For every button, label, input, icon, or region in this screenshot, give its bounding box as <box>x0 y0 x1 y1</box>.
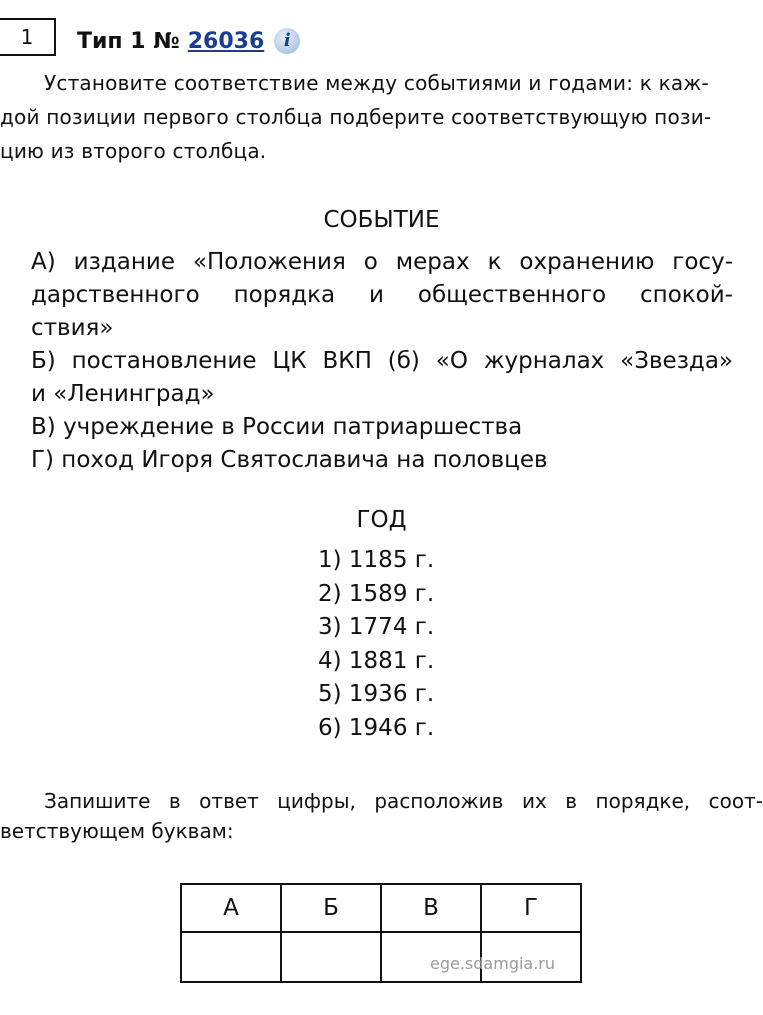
answer-cell-a[interactable] <box>181 932 281 982</box>
info-icon[interactable]: i <box>274 28 300 54</box>
answer-instructions <box>0 786 763 846</box>
event-line: и «Ленинград» <box>31 381 215 407</box>
answer-letter-b: Б <box>281 884 381 932</box>
year-item: 1) 1185 г. <box>318 547 435 573</box>
answer-letter-g: Г <box>481 884 581 932</box>
year-item: 2) 1589 г. <box>318 580 435 607</box>
answer-instructions-line-2: ветствующем буквам: <box>0 819 234 843</box>
year-item: 4) 1881 г. <box>318 647 435 674</box>
years-heading: ГОД <box>356 507 407 533</box>
event-line: ствия» <box>31 315 114 341</box>
year-item: 3) 1774 г. <box>318 614 435 641</box>
event-line: А) издание «Положения о мерах к охранению госу- <box>31 249 733 275</box>
answer-instructions-line-1: Запишите в ответ цифры, расположив их в порядке, соот- <box>44 789 763 813</box>
task-number-box: 1 <box>0 18 56 56</box>
event-line: дарственного порядка и общественного спокой- <box>31 282 733 308</box>
task-id-link[interactable]: 26036 <box>187 28 265 54</box>
answer-cell-b[interactable] <box>281 932 381 982</box>
event-line: Г) поход Игоря Святославича на половцев <box>31 447 548 473</box>
event-line: В) учреждение в России патриаршества <box>31 414 523 440</box>
answer-letter-a: А <box>181 884 281 932</box>
task-instructions <box>0 66 763 168</box>
years-list <box>318 544 434 746</box>
instructions-line-3: цию из второго столбца. <box>0 139 267 163</box>
events-heading: СОБЫТИЕ <box>323 207 440 233</box>
year-item: 6) 1946 г. <box>318 714 435 741</box>
task-type-label: Тип 1 № <box>77 28 180 54</box>
year-item: 5) 1936 г. <box>318 681 435 708</box>
task-header <box>77 24 300 58</box>
answer-letter-v: В <box>381 884 481 932</box>
instructions-line-2: дой позиции первого столбца подберите соответствующую пози- <box>0 105 712 129</box>
instructions-line-1: Установите соответствие между событиями и годами: к каж- <box>44 71 709 95</box>
site-watermark: ege.sdamgia.ru <box>430 954 556 973</box>
answer-table-header-row <box>181 884 581 932</box>
events-list <box>31 246 733 477</box>
event-line: Б) постановление ЦК ВКП (б) «О журналах «Звезда» <box>31 348 733 374</box>
